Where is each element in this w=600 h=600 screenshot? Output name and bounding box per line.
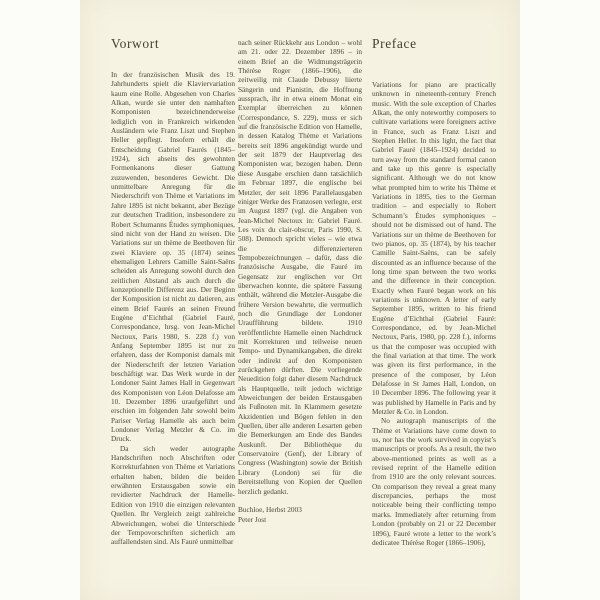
preface-paragraph-1: Variations for piano are practically unknown in nineteenth-century French music. With the sole exception of Charles Alkan, the only noteworthy composers to cultivate variations were foreigners active in France, such as Franz Liszt and Stephen Heller. In this light, the fact that Gabriel Fauré (1845–1924) decided to turn away from the standard formal canon and take up this genre is especially significant. Although we do not know what prompted him to write his Thème et Variations in 1895, ties to the German tradition – and especially to Robert Schumann’s Études symphoniques – should not be dismissed out of hand. The Variations sur un thème de Beethoven for two pianos, op. 35 (1874), by his teacher Camille Saint-Saëns, can be safely discounted as an influence because of the long time span between the two works and the difference in their conception. Exactly when Fauré began work on his variations is unknown. A letter of early September 1895, written to his friend Eugène d’Eichthal (Gabriel Fauré: Correspondance, ed. by Jean-Michel Nectoux, Paris, 1980, pp. 228 f.), informs us that the composer was occupied with the final variation at that time. The work was given its first performance, in the presence of the composer, by Léon Delafosse in St James Hall, London, on 10 December 1896. The following year it was published by Hamelle in Paris and by Metzler & Co. in London.: [372, 80, 496, 417]
book-page: [80, 0, 520, 600]
vorwort-paragraph-2-continued: nach seiner Rückkehr aus London – wohl am 21. oder 22. Dezember 1896 – in einem Brief an die Widmungsträgerin Thérèse Roger (1866–1906), die zeitweilig mit Claude Debussy liierte Sängerin und Pianistin, die Hoffnung aussprach, ihr in etwa einem Monat ein Exemplar überreichen zu können (Correspondance, S. 229), muss er sich auf die französische Edition von Hamelle, in dessen Katalog Thème et Variations bereits seit 1896 angekündigt wurde und der seit 1879 der Hauptverlag des Komponisten war, bezogen haben. Denn diese Ausgabe erschien dann tatsächlich im Februar 1897, die englische bei Metzler, der seit 1896 Parallelausgaben einiger Werke des Franzosen verlegte, erst im August 1897 (vgl. die Angaben von Jean-Michel Nectoux in: Gabriel Fauré. Les voix du clair-obscur, Paris 1990, S. 508). Dennoch spricht vieles – wie etwa die differenzierteren Tempobezeichnungen – dafür, dass die französische Ausgabe, die Fauré im Gegensatz zur englischen vor Ort überwachen konnte, die spätere Fassung enthält, während die Metzler-Ausgabe die frühere Version bewahrte, die vermutlich noch die Grundlage der Londoner Uraufführung bildete. 1910 veröffentlichte Hamelle einen Nachdruck mit Korrekturen und teilweise neuen Tempo- und Dynamikangaben, die direkt oder indirekt auf den Komponisten zurückgehen dürften. Die vorliegende Neuedition folgt daher diesem Nachdruck als Hauptquelle, teilt jedoch wichtige Abweichungen der beiden Erstausgaben als Fußnoten mit. In Klammern gesetzte Akzidentien und Bögen fehlen in den Quellen, über alle anderen Lesarten geben die Bemerkungen am Ende des Bandes Auskunft. Der Bibliothèque du Conservatoire (Genf), der Library of Congress (Washington) sowie der British Library (London) sei für die Bereitstellung von Kopien der Quellen herzlich gedankt.: [238, 38, 362, 496]
preface-heading: Preface: [372, 36, 417, 51]
vorwort-column-middle: [238, 38, 362, 524]
preface-paragraph-2: No autograph manuscripts of the Thème et Variations have come down to us, nor has the work survived in copyist’s manuscripts or proofs. As a result, the two above-mentioned prints as well as a revised reprint of the Hamelle edition from 1910 are the only relevant sources. On comparison they reveal a great many discrepancies, perhaps the most noticeable being their conflicting tempo marks. Immediately after returning from London (probably on 21 or 22 December 1896), Fauré wrote a letter to the work’s dedicatee Thérèse Roger (1866–1906),: [372, 416, 496, 547]
signature-place-date: Buchloe, Herbst 2003: [238, 505, 302, 515]
signature-name: Peter Jost: [238, 514, 267, 524]
vorwort-heading: Vorwort: [111, 36, 160, 51]
preface-column: [372, 80, 496, 547]
vorwort-paragraph-2-start: Da sich weder autographe Handschriften noch Abschriften oder Korrekturfahnen von Thème et Variations erhalten haben, bilden die beiden erwähnten Erstausgaben sowie ein revidierter Nachdruck der Hamelle-Edition von 1910 die einzigen relevanten Quellen. Ihr Vergleich zeigt zahlreiche Abweichungen, wobei die Unterschiede der Tempovorschriften sicherlich am auffallendsten sind. Als Fauré unmittelbar: [111, 443, 235, 547]
vorwort-column-left: [111, 70, 235, 547]
signature-block: [238, 505, 362, 524]
vorwort-paragraph-1: In der französischen Musik des 19. Jahrhunderts spielt die Klaviervariation kaum eine Rolle. Abgesehen von Charles Alkan, wurde sie unter den namhaften Komponisten bezeichnenderweise lediglich von in Frankreich wirkenden Ausländern wie Franz Liszt und Stephen Heller gepflegt. Insofern erhält die Entscheidung Gabriel Faurés (1845–1924), sich abseits des gewohnten Formenkanons dieser Gattung zuzuwenden, besonderes Gewicht. Die unmittelbare Anregung für die Niederschrift von Thème et Variations im Jahre 1895 ist nicht bekannt, aber Bezüge zur deutschen Tradition, insbesondere zu Robert Schumanns Études symphoniques, sind nicht von der Hand zu weisen. Die Variations sur un thème de Beethoven für zwei Klaviere op. 35 (1874) seines ehemaligen Lehrers Camille Saint-Saëns scheiden als Anregung sowohl durch den zeitlichen Abstand als auch durch die konzeptionelle Differenz aus. Der Beginn der Komposition ist nicht zu datieren, aus einem Brief Faurés an seinen Freund Eugène d’Eichthal (Gabriel Fauré, Correspondance, hrsg. von Jean-Michel Nectoux, Paris 1980, S. 228 f.) von Anfang September 1895 ist nur zu erfahren, dass der Komponist damals mit der Niederschrift der letzten Variation beschäftigt war. Das Werk wurde in der Londoner Saint James Hall in Gegenwart des Komponisten von Léon Delafosse am 10. Dezember 1896 uraufgeführt und erschien im folgenden Jahr sowohl beim Pariser Verlag Hamelle als auch beim Londoner Verlag Metzler & Co. im Druck.: [111, 70, 235, 444]
